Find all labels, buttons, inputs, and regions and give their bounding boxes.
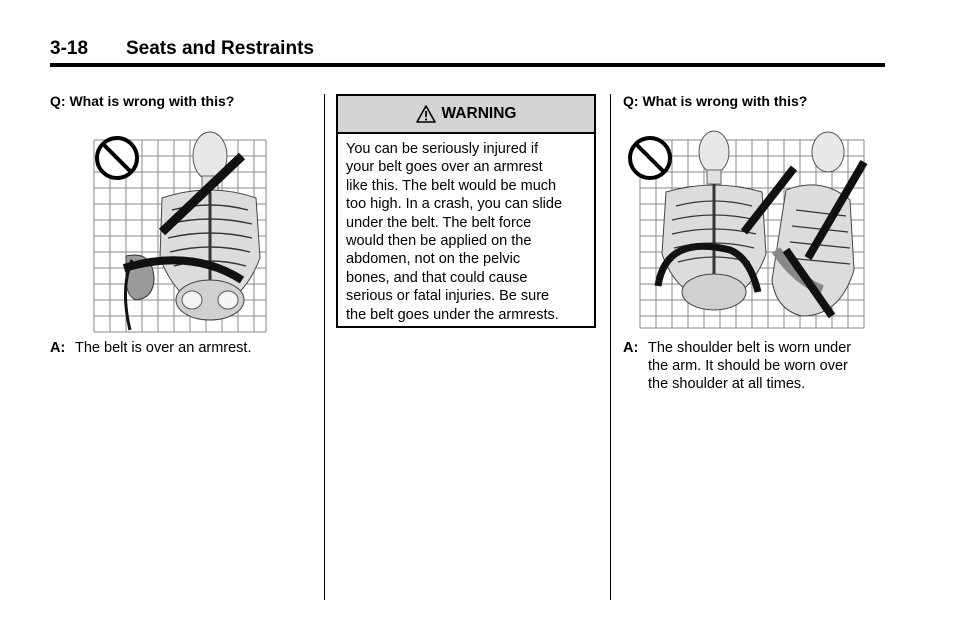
section-title: Seats and Restraints: [126, 38, 314, 59]
left-answer: [50, 339, 310, 359]
right-answer: [623, 339, 885, 395]
warning-triangle-icon: [416, 105, 436, 123]
column-divider-left: [324, 94, 325, 600]
page-number: 3-18: [50, 38, 89, 59]
warning-line: serious or fatal injuries. Be sure: [346, 288, 550, 305]
warning-body: [338, 134, 594, 324]
warning-line: bones, and that could cause: [346, 269, 528, 286]
warning-line: abdomen, not on the pelvic: [346, 251, 521, 268]
header-rule: [50, 63, 885, 67]
warning-title: WARNING: [441, 105, 517, 122]
answer-text: [648, 339, 851, 393]
column-divider-right: [610, 94, 611, 600]
answer-line: the arm. It should be worn over: [648, 358, 848, 374]
warning-line: under the belt. The belt force: [346, 214, 532, 231]
warning-line: You can be seriously injured if: [346, 141, 539, 157]
warning-header: [338, 96, 594, 134]
warning-box: [336, 94, 596, 328]
warning-line: the belt goes under the armrests.: [346, 306, 559, 323]
right-question: Q: What is wrong with this?: [623, 93, 808, 109]
warning-line: too high. In a crash, you can slide: [346, 196, 563, 213]
answer-label: A:: [623, 340, 639, 356]
warning-line: your belt goes over an armrest: [346, 159, 543, 176]
warning-line: would then be applied on the: [346, 233, 532, 250]
left-question: Q: What is wrong with this?: [50, 93, 235, 109]
warning-line: like this. The belt would be much: [346, 177, 557, 194]
answer-line: the shoulder at all times.: [648, 376, 806, 392]
answer-label: A:: [50, 340, 66, 356]
answer-text: The belt is over an armrest.: [75, 340, 252, 356]
armrest-belt-illustration: [92, 128, 270, 338]
answer-line: The shoulder belt is worn under: [648, 340, 852, 356]
shoulder-belt-illustration: [626, 130, 872, 334]
